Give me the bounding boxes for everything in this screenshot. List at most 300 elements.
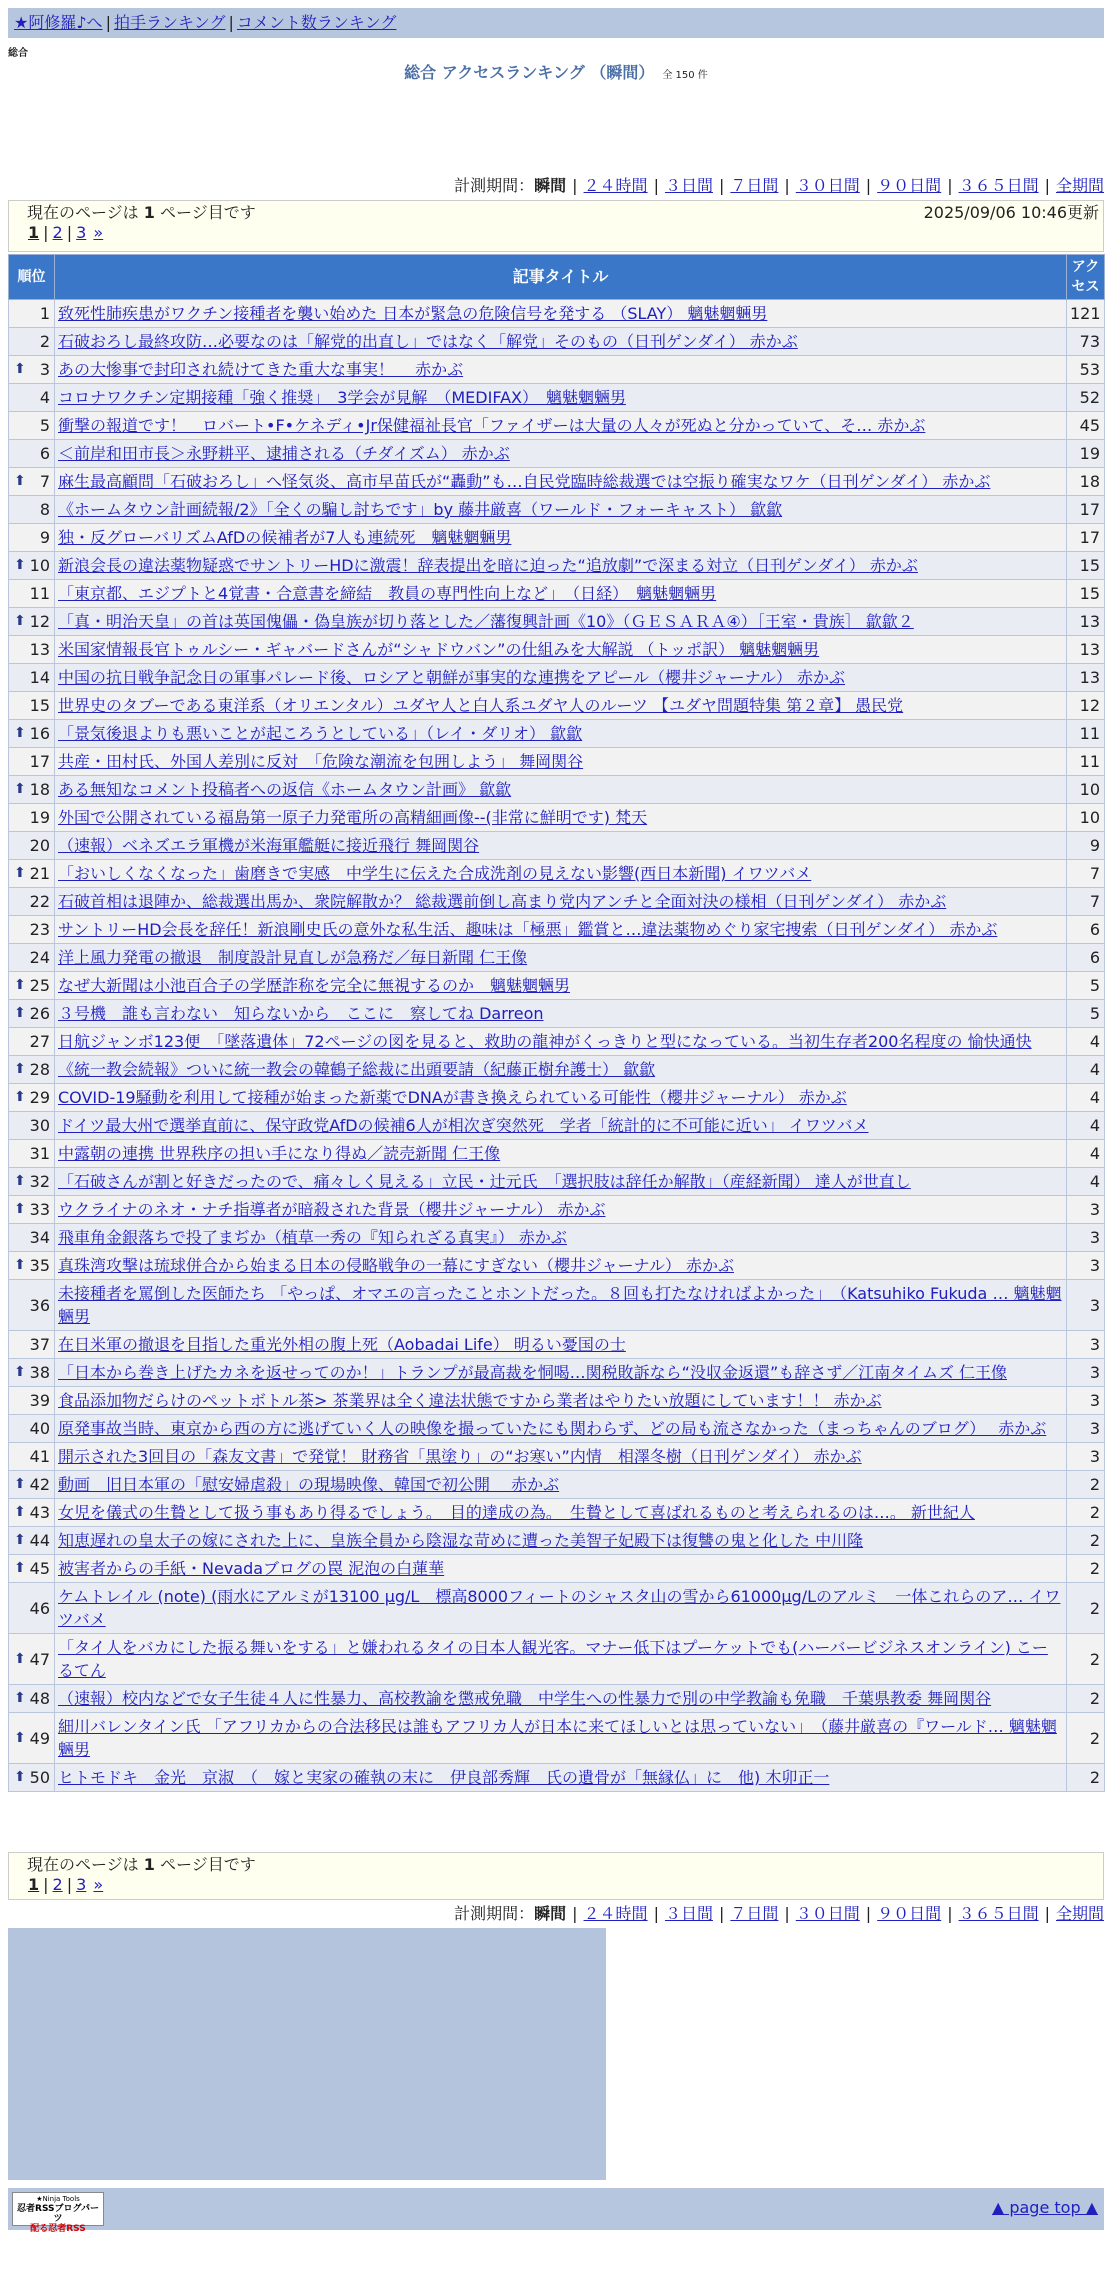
- period-label: 計測期間：: [454, 176, 535, 195]
- up-arrow-icon: ⬆: [14, 1729, 26, 1746]
- up-arrow-icon: ⬆: [14, 361, 26, 377]
- separator: |: [1044, 176, 1050, 195]
- rank-number: 27: [29, 1032, 50, 1051]
- up-arrow-icon: ⬆: [14, 1476, 26, 1492]
- article-link[interactable]: 「東京都、エジプトと4覚書・合意書を締結 教員の専門性向上など」 （日経） 魑魅魍魎男: [58, 584, 717, 603]
- access-count: 3: [1067, 1387, 1105, 1415]
- rank-number: 19: [29, 808, 50, 827]
- table-row: [9, 1280, 1105, 1331]
- access-count: 2: [1067, 1713, 1105, 1764]
- title-text: 総合 アクセスランキング （瞬間）: [404, 63, 655, 82]
- article-link[interactable]: 《統一教会続報》ついに統一教会の韓鶴子総裁に出頭要請（紀藤正樹弁護士） 歙歙: [58, 1060, 656, 1079]
- title-cell: [55, 524, 1067, 552]
- table-row: [9, 1527, 1105, 1555]
- separator: |: [43, 223, 49, 242]
- title-cell: [55, 1634, 1067, 1685]
- rank-cell: [9, 944, 55, 972]
- up-arrow-icon: ⬆: [14, 1201, 26, 1217]
- title-cell: [55, 1056, 1067, 1084]
- page-number: 1: [143, 1855, 155, 1874]
- title-cell: [55, 1252, 1067, 1280]
- title-cell: [55, 1685, 1067, 1713]
- pager-link[interactable]: 3: [76, 1875, 87, 1894]
- access-count: 2: [1067, 1555, 1105, 1583]
- article-link[interactable]: 石破おろし最終攻防…必要なのは「解党的出直し」ではなく「解党」そのもの（日刊ゲンダイ） 赤かぶ: [58, 332, 798, 351]
- rank-number: 13: [29, 640, 50, 659]
- ranking-table: [8, 254, 1105, 1792]
- title-cell: [55, 944, 1067, 972]
- period-option-link[interactable]: ２４時間: [583, 176, 648, 195]
- article-link[interactable]: ＜前岸和田市長＞永野耕平、逮捕される（チダイズム） 赤かぶ: [58, 444, 510, 463]
- article-link[interactable]: 原発事故当時、東京から西の方に逃げていく人の映像を撮っていたにも関わらず、どの局も流さなかった（まっちゃんのブログ） 赤かぶ: [58, 1419, 1047, 1438]
- table-row: [9, 552, 1105, 580]
- rank-number: 48: [29, 1689, 50, 1708]
- period-option-link[interactable]: ３６５日間: [958, 1904, 1039, 1923]
- access-count: 3: [1067, 1415, 1105, 1443]
- rank-cell: [9, 1527, 55, 1555]
- period-selector-bottom: [8, 1904, 1104, 1924]
- up-arrow-icon: ⬆: [14, 473, 26, 489]
- rank-number: 5: [39, 416, 50, 435]
- access-count: 15: [1067, 552, 1105, 580]
- table-row: [9, 496, 1105, 524]
- access-count: 2: [1067, 1527, 1105, 1555]
- table-row: [9, 972, 1105, 1000]
- updated-timestamp: 2025/09/06 10:46更新: [923, 203, 1099, 222]
- rank-cell: [9, 1056, 55, 1084]
- article-link[interactable]: 米国家情報長官トゥルシー・ギャバードさんが“シャドウバン”の仕組みを大解説 （トッポ訳） 魑魅魍魎男: [58, 640, 820, 659]
- period-option-link[interactable]: ３０日間: [795, 176, 860, 195]
- access-count: 45: [1067, 412, 1105, 440]
- period-option-link[interactable]: ９０日間: [877, 176, 942, 195]
- rank-number: 44: [29, 1531, 50, 1550]
- rank-number: 45: [29, 1559, 50, 1578]
- pager-current: 1: [28, 1875, 40, 1894]
- article-link[interactable]: 衝撃の報道です！ ロバート•F•ケネディ•Jr保健福祉長官「ファイザーは大量の人々が死ぬと分かっていて、そ… 赤かぶ: [58, 416, 926, 435]
- access-count: 121: [1067, 300, 1105, 328]
- rank-number: 17: [29, 752, 50, 771]
- access-count: 53: [1067, 356, 1105, 384]
- article-link[interactable]: ドイツ最大州で選挙直前に、保守政党AfDの候補6人が相次ぎ突然死 学者「統計的に不可能に近い」 イワツバメ: [58, 1116, 869, 1135]
- up-arrow-icon: ⬆: [14, 1769, 26, 1785]
- rank-cell: [9, 1583, 55, 1634]
- rank-cell: [9, 468, 55, 496]
- table-row: [9, 468, 1105, 496]
- up-arrow-icon: ⬆: [14, 1061, 26, 1077]
- table-row: [9, 1415, 1105, 1443]
- title-cell: [55, 384, 1067, 412]
- period-option-link[interactable]: 全期間: [1055, 176, 1104, 195]
- rank-number: 21: [29, 864, 50, 883]
- access-count: 52: [1067, 384, 1105, 412]
- table-row: [9, 916, 1105, 944]
- table-row: [9, 888, 1105, 916]
- pager: [27, 223, 1085, 243]
- title-cell: [55, 664, 1067, 692]
- rank-number: 40: [29, 1419, 50, 1438]
- footer: [8, 2188, 1104, 2234]
- separator: |: [865, 176, 872, 195]
- access-count: 2: [1067, 1583, 1105, 1634]
- table-row: [9, 804, 1105, 832]
- article-link[interactable]: 致死性肺疾患がワクチン接種者を襲い始めた 日本が緊急の危険信号を発する （SLAY） 魑魅魍魎男: [58, 304, 768, 323]
- rank-number: 26: [29, 1004, 50, 1023]
- rank-number: 9: [39, 528, 50, 547]
- table-row: [9, 1634, 1105, 1685]
- title-cell: [55, 748, 1067, 776]
- access-count: 15: [1067, 580, 1105, 608]
- table-row: [9, 1140, 1105, 1168]
- period-label: 計測期間：: [454, 1904, 535, 1923]
- access-count: 5: [1067, 972, 1105, 1000]
- rank-number: 8: [39, 500, 50, 519]
- access-count: 3: [1067, 1359, 1105, 1387]
- article-link[interactable]: あの大惨事で封印され続けてきた重大な事実！ 赤かぶ: [58, 360, 464, 379]
- article-link[interactable]: 石破首相は退陣か、総裁選出馬か、衆院解散か？ 総裁選前倒し高まり党内アンチと全面対決の様相（日刊ゲンダイ） 赤かぶ: [58, 892, 947, 911]
- separator: |: [718, 176, 725, 195]
- title-cell: [55, 1224, 1067, 1252]
- article-link[interactable]: 「タイ人をバカにした振る舞いをする」と嫌われるタイの日本人観光客。マナー低下はプーケットでも(ハーバービジネスオンライン) こーるてん: [58, 1638, 1048, 1680]
- title-cell: [55, 720, 1067, 748]
- title-cell: [55, 552, 1067, 580]
- article-link[interactable]: 洋上風力発電の撤退 制度設計見直しが急務だ／毎日新聞 仁王像: [58, 948, 528, 967]
- access-count: 3: [1067, 1443, 1105, 1471]
- period-option-link[interactable]: ３日間: [664, 1904, 713, 1923]
- rank-cell: [9, 888, 55, 916]
- access-count: 3: [1067, 1331, 1105, 1359]
- title-cell: [55, 1084, 1067, 1112]
- rank-cell: [9, 1252, 55, 1280]
- page-number: 1: [143, 203, 155, 222]
- article-link[interactable]: 開示された3回目の「森友文書」で発覚！ 財務省「黒塗り」の“お寒い”内情 相澤冬樹（日刊ゲンダイ） 赤かぶ: [58, 1447, 862, 1466]
- article-link[interactable]: COVID-19騒動を利用して接種が始まった新薬でDNAが書き換えられている可能性（櫻井ジャーナル） 赤かぶ: [58, 1088, 847, 1107]
- page-info-bottom: [8, 1852, 1104, 1900]
- rank-number: 15: [29, 696, 50, 715]
- rank-cell: [9, 1685, 55, 1713]
- article-link[interactable]: 《ホームタウン計画続報/2》「全くの騙し討ちです」by 藤井厳喜（ワールド・フォーキャスト） 歙歙: [58, 500, 783, 519]
- rank-cell: [9, 552, 55, 580]
- title-cell: [55, 580, 1067, 608]
- table-row: [9, 608, 1105, 636]
- rank-cell: [9, 832, 55, 860]
- rank-number: 33: [29, 1200, 50, 1219]
- article-link[interactable]: 麻生最高顧問「石破おろし」へ怪気炎、高市早苗氏が“轟動”も…自民党臨時総裁選では空振り確実なワケ（日刊ゲンダイ） 赤かぶ: [58, 472, 991, 491]
- article-link[interactable]: ３号機 誰も言わない 知らないから ここに 察してね Darreon: [58, 1004, 544, 1023]
- title-cell: [55, 1764, 1067, 1792]
- rank-number: 28: [29, 1060, 50, 1079]
- table-row: [9, 1764, 1105, 1792]
- table-row: [9, 1196, 1105, 1224]
- article-link[interactable]: ある無知なコメント投稿者への返信《ホームタウン計画》 歙歙: [58, 780, 512, 799]
- title-cell: [55, 692, 1067, 720]
- access-count: 73: [1067, 328, 1105, 356]
- rank-number: 29: [29, 1088, 50, 1107]
- title-cell: [55, 860, 1067, 888]
- article-link[interactable]: 真珠湾攻撃は琉球併合から始まる日本の侵略戦争の一幕にすぎない（櫻井ジャーナル） 赤かぶ: [58, 1256, 734, 1275]
- rank-number: 41: [29, 1447, 50, 1466]
- period-option-link[interactable]: ３６５日間: [958, 176, 1039, 195]
- rank-cell: [9, 412, 55, 440]
- table-row: [9, 384, 1105, 412]
- up-arrow-icon: ⬆: [14, 1504, 26, 1520]
- rank-number: 31: [29, 1144, 50, 1163]
- article-link[interactable]: 「日本から巻き上げたカネを返せってのか！」トランプが最高裁を恫喝…関税敗訴なら“没収金返還”も辞さず／江南タイムズ 仁王像: [58, 1363, 1008, 1382]
- access-count: 4: [1067, 1112, 1105, 1140]
- access-count: 4: [1067, 1084, 1105, 1112]
- rank-cell: [9, 1140, 55, 1168]
- article-link[interactable]: コロナワクチン定期接種「強く推奨」 3学会が見解 （MEDIFAX） 魑魅魍魎男: [58, 388, 626, 407]
- title-cell: [55, 1387, 1067, 1415]
- table-row: [9, 832, 1105, 860]
- page-info-top: [8, 200, 1104, 252]
- article-link[interactable]: 飛車角金銀落ちで投了まぢか（植草一秀の『知られざる真実』） 赤かぶ: [58, 1228, 567, 1247]
- rank-cell: [9, 916, 55, 944]
- article-link[interactable]: 独・反グローバリズムAfDの候補者が7人も連続死 魑魅魍魎男: [58, 528, 512, 547]
- access-count: 2: [1067, 1634, 1105, 1685]
- title-cell: [55, 804, 1067, 832]
- article-link[interactable]: 日航ジャンボ123便 「墜落遺体」72ページの図を見ると、救助の龍神がくっきりと型になっている。当初生存者200名程度の 愉快通快: [58, 1032, 1032, 1051]
- ad-area: [8, 1928, 606, 2180]
- period-option-link[interactable]: ７日間: [730, 1904, 779, 1923]
- article-link[interactable]: 食品添加物だらけのペットボトル茶> 茶業界は全く違法状態ですから業者はやりたい放題にしています！！ 赤かぶ: [58, 1391, 882, 1410]
- title-cell: [55, 776, 1067, 804]
- table-row: [9, 1713, 1105, 1764]
- article-link[interactable]: ウクライナのネオ・ナチ指導者が暗殺された背景（櫻井ジャーナル） 赤かぶ: [58, 1200, 606, 1219]
- total-count: 全 150 件: [662, 70, 708, 81]
- rank-number: 46: [29, 1598, 50, 1618]
- rank-cell: [9, 1634, 55, 1685]
- pager-next-link[interactable]: »: [93, 1875, 104, 1894]
- title-cell: [55, 888, 1067, 916]
- access-count: 4: [1067, 1056, 1105, 1084]
- separator: |: [66, 1875, 73, 1894]
- rank-number: 7: [39, 472, 50, 491]
- title-cell: [55, 496, 1067, 524]
- period-current: 瞬間: [534, 176, 567, 195]
- table-row: [9, 412, 1105, 440]
- article-link[interactable]: 新浪会長の違法薬物疑惑でサントリーHDに激震！辞表提出を暗に迫った“追放劇”で深まる対立（日刊ゲンダイ） 赤かぶ: [58, 556, 918, 575]
- page-status: [27, 1855, 1085, 1875]
- title-cell: [55, 300, 1067, 328]
- page-prefix: 現在のページは: [27, 203, 139, 222]
- table-row: [9, 664, 1105, 692]
- rank-cell: [9, 300, 55, 328]
- access-header: アクセス: [1067, 255, 1105, 300]
- access-count: 11: [1067, 748, 1105, 776]
- rank-cell: [9, 384, 55, 412]
- rank-number: 12: [29, 612, 50, 631]
- page-top-link[interactable]: ▲ page top ▲: [991, 2198, 1098, 2217]
- article-link[interactable]: 共産・田村氏、外国人差別に反対 「危険な潮流を包囲しよう」 舞岡関谷: [58, 752, 584, 771]
- separator: |: [865, 1904, 872, 1923]
- up-arrow-icon: ⬆: [14, 1173, 26, 1189]
- article-link[interactable]: （速報）ベネズエラ軍機が米海軍艦艇に接近飛行 舞岡関谷: [58, 836, 480, 855]
- table-row: [9, 692, 1105, 720]
- clap-ranking-link[interactable]: 拍手ランキング: [113, 13, 226, 32]
- title-cell: [55, 1028, 1067, 1056]
- title-cell: [55, 608, 1067, 636]
- table-row: [9, 1387, 1105, 1415]
- period-option-link[interactable]: 全期間: [1055, 1904, 1104, 1923]
- table-row: [9, 1499, 1105, 1527]
- up-arrow-icon: ⬆: [14, 1690, 26, 1706]
- title-cell: [55, 636, 1067, 664]
- access-count: 2: [1067, 1471, 1105, 1499]
- table-row: [9, 356, 1105, 384]
- table-row: [9, 1028, 1105, 1056]
- rank-cell: [9, 580, 55, 608]
- access-count: 10: [1067, 776, 1105, 804]
- up-arrow-icon: ⬆: [14, 1650, 26, 1667]
- access-count: 18: [1067, 468, 1105, 496]
- article-link[interactable]: 「おいしくなくなった」歯磨きで実感 中学生に伝えた合成洗剤の見えない影響(西日本新聞) イワツバメ: [58, 864, 812, 883]
- access-count: 3: [1067, 1196, 1105, 1224]
- rank-cell: [9, 440, 55, 468]
- access-count: 19: [1067, 440, 1105, 468]
- access-count: 5: [1067, 1000, 1105, 1028]
- rank-number: 1: [39, 304, 50, 323]
- pager-next-link[interactable]: »: [93, 223, 104, 242]
- rank-number: 43: [29, 1503, 50, 1522]
- period-option-link[interactable]: ９０日間: [877, 1904, 942, 1923]
- separator: |: [572, 1904, 578, 1923]
- rank-cell: [9, 860, 55, 888]
- rank-cell: [9, 1387, 55, 1415]
- pager-link[interactable]: 3: [76, 223, 87, 242]
- rank-cell: [9, 496, 55, 524]
- article-link[interactable]: 中国の抗日戦争記念日の軍事パレード後、ロシアと朝鮮が事実的な連携をアピール（櫻井ジャーナル） 赤かぶ: [58, 668, 846, 687]
- table-row: [9, 1583, 1105, 1634]
- access-count: 4: [1067, 1168, 1105, 1196]
- page-suffix: ページ目です: [160, 203, 256, 222]
- article-link[interactable]: 「真・明治天皇」の首は英国傀儡・偽皇族が切り落とした／藩復興計画《10》（ＧＥＳＡＲＡ④）［王室・貴族］ 歙歙２: [58, 612, 914, 631]
- article-link[interactable]: 未接種者を罵倒した医師たち 「やっぱ、オマエの言ったことホントだった。８回も打たなければよかった」 （Katsuhiko Fukuda … 魑魅魍魎男: [58, 1284, 1062, 1326]
- page-title: [0, 62, 1112, 87]
- article-link[interactable]: サントリーHD会長を辞任！新浪剛史氏の意外な私生活、趣味は「極悪」鑑賞と…違法薬物めぐり家宅捜索（日刊ゲンダイ） 赤かぶ: [58, 920, 998, 939]
- period-option-link[interactable]: ７日間: [730, 176, 779, 195]
- article-link[interactable]: ケムトレイル (note) (雨水にアルミが13100 μg/L 標高8000フィートのシャスタ山の雪から61000μg/Lのアルミ 一体これらのア… イワツバメ: [58, 1587, 1061, 1629]
- access-count: 9: [1067, 832, 1105, 860]
- table-row: [9, 300, 1105, 328]
- article-link[interactable]: 「石破さんが割と好きだったので、痛々しく見える」立民・辻元氏 「選択肢は辞任か解散」（産経新聞） 達人が世直し: [58, 1172, 911, 1191]
- table-row: [9, 1685, 1105, 1713]
- title-cell: [55, 1000, 1067, 1028]
- table-row: [9, 1555, 1105, 1583]
- rank-cell: [9, 972, 55, 1000]
- up-arrow-icon: ⬆: [14, 1532, 26, 1548]
- rank-number: 4: [39, 388, 50, 407]
- title-cell: [55, 1443, 1067, 1471]
- rank-number: 30: [29, 1116, 50, 1135]
- title-cell: [55, 832, 1067, 860]
- ninja-badge-sub: 配る忍者RSS: [30, 2224, 86, 2234]
- title-cell: [55, 972, 1067, 1000]
- rank-number: 18: [29, 780, 50, 799]
- table-row: [9, 1331, 1105, 1359]
- table-header-row: [9, 255, 1105, 300]
- up-arrow-icon: ⬆: [14, 1257, 26, 1273]
- pager-link[interactable]: 2: [52, 1875, 63, 1894]
- article-link[interactable]: 外国で公開されている福島第一原子力発電所の高精細画像--(非常に鮮明です) 梵天: [58, 808, 648, 827]
- access-count: 17: [1067, 524, 1105, 552]
- article-link[interactable]: 世界史のタブーである東洋系（オリエンタル）ユダヤ人と白人系ユダヤ人のルーツ 【ユダヤ問題特集 第２章】 愚民党: [58, 696, 904, 715]
- article-link[interactable]: 女児を儀式の生贄として扱う事もあり得るでしょう。 目的達成の為。 生贄として喜ばれるものと考えられるのは…。 新世紀人: [58, 1503, 975, 1522]
- pager: [27, 1875, 1085, 1895]
- rank-cell: [9, 664, 55, 692]
- rank-number: 39: [29, 1391, 50, 1410]
- ninja-badge-main: 忍者RSSブログパーツ: [17, 2204, 99, 2224]
- access-count: 13: [1067, 664, 1105, 692]
- rank-cell: [9, 1471, 55, 1499]
- article-link[interactable]: 在日米軍の撤退を目指した重光外相の腹上死（Aobadai Life） 明るい憂国の士: [58, 1335, 626, 1354]
- rank-number: 11: [29, 584, 50, 603]
- title-cell: [55, 916, 1067, 944]
- title-cell: [55, 1583, 1067, 1634]
- table-row: [9, 1056, 1105, 1084]
- rank-number: 50: [29, 1768, 50, 1787]
- access-count: 17: [1067, 496, 1105, 524]
- article-link[interactable]: 「景気後退よりも悪いことが起ころうとしている」（レイ・ダリオ） 歙歙: [58, 724, 583, 743]
- rank-cell: [9, 1764, 55, 1792]
- rank-number: 14: [29, 668, 50, 687]
- separator: |: [43, 1875, 49, 1894]
- article-link[interactable]: 被害者からの手紙・Nevadaブログの罠 泥泡の白蓮華: [58, 1559, 445, 1578]
- period-option-link[interactable]: ３日間: [664, 176, 713, 195]
- period-option-link[interactable]: ３０日間: [795, 1904, 860, 1923]
- access-count: 10: [1067, 804, 1105, 832]
- title-cell: [55, 1415, 1067, 1443]
- access-count: 3: [1067, 1252, 1105, 1280]
- access-count: 11: [1067, 720, 1105, 748]
- access-count: 12: [1067, 692, 1105, 720]
- up-arrow-icon: ⬆: [14, 1364, 26, 1380]
- period-option-link[interactable]: ２４時間: [583, 1904, 648, 1923]
- rank-header: 順位: [9, 255, 55, 300]
- title-cell: [55, 440, 1067, 468]
- article-link[interactable]: 動画 旧日本軍の「慰安婦虐殺」の現場映像、韓国で初公開 赤かぶ: [58, 1475, 560, 1494]
- rank-number: 37: [29, 1335, 50, 1354]
- table-row: [9, 1471, 1105, 1499]
- rank-cell: [9, 1331, 55, 1359]
- up-arrow-icon: ⬆: [14, 557, 26, 573]
- rank-cell: [9, 1000, 55, 1028]
- title-cell: [55, 1713, 1067, 1764]
- article-link[interactable]: なぜ大新聞は小池百合子の学歴詐称を完全に無視するのか 魑魅魍魎男: [58, 976, 571, 995]
- title-cell: [55, 1499, 1067, 1527]
- article-link[interactable]: （速報）校内などで女子生徒４人に性暴力、高校教諭を懲戒免職 中学生への性暴力で別の中学教諭も免職 千葉県教委 舞岡関谷: [58, 1689, 992, 1708]
- ninja-rss-badge[interactable]: [12, 2192, 104, 2234]
- rank-cell: [9, 636, 55, 664]
- table-row: [9, 860, 1105, 888]
- title-cell: [55, 1471, 1067, 1499]
- access-count: 13: [1067, 608, 1105, 636]
- comment-ranking-link[interactable]: コメント数ランキング: [236, 13, 397, 32]
- pager-link[interactable]: 2: [52, 223, 63, 242]
- access-count: 6: [1067, 944, 1105, 972]
- article-link[interactable]: 知恵遅れの皇太子の嫁にされた上に、皇族全員から陰湿な苛めに遭った美智子妃殿下は復讐の鬼と化した 中川隆: [58, 1531, 864, 1550]
- article-link[interactable]: 中露朝の連携 世界秩序の担い手になり得ぬ／読売新聞 仁王像: [58, 1144, 501, 1163]
- article-link[interactable]: ヒトモドキ 金光 京淑 （ 嫁と実家の確執の末に 伊良部秀輝 氏の遺骨が「無縁仏」に 他) 木卯正一: [58, 1768, 830, 1787]
- up-arrow-icon: ⬆: [14, 613, 26, 629]
- title-cell: [55, 356, 1067, 384]
- home-link[interactable]: ★阿修羅♪へ: [14, 13, 103, 32]
- table-row: [9, 748, 1105, 776]
- title-cell: [55, 1168, 1067, 1196]
- article-link[interactable]: 細川バレンタイン氏 「アフリカからの合法移民は誰もアフリカ人が日本に来てほしいとは思っていない」 （藤井厳喜の『ワールド… 魑魅魍魎男: [58, 1717, 1057, 1759]
- rank-cell: [9, 1499, 55, 1527]
- access-count: 3: [1067, 1224, 1105, 1252]
- rank-number: 35: [29, 1256, 50, 1275]
